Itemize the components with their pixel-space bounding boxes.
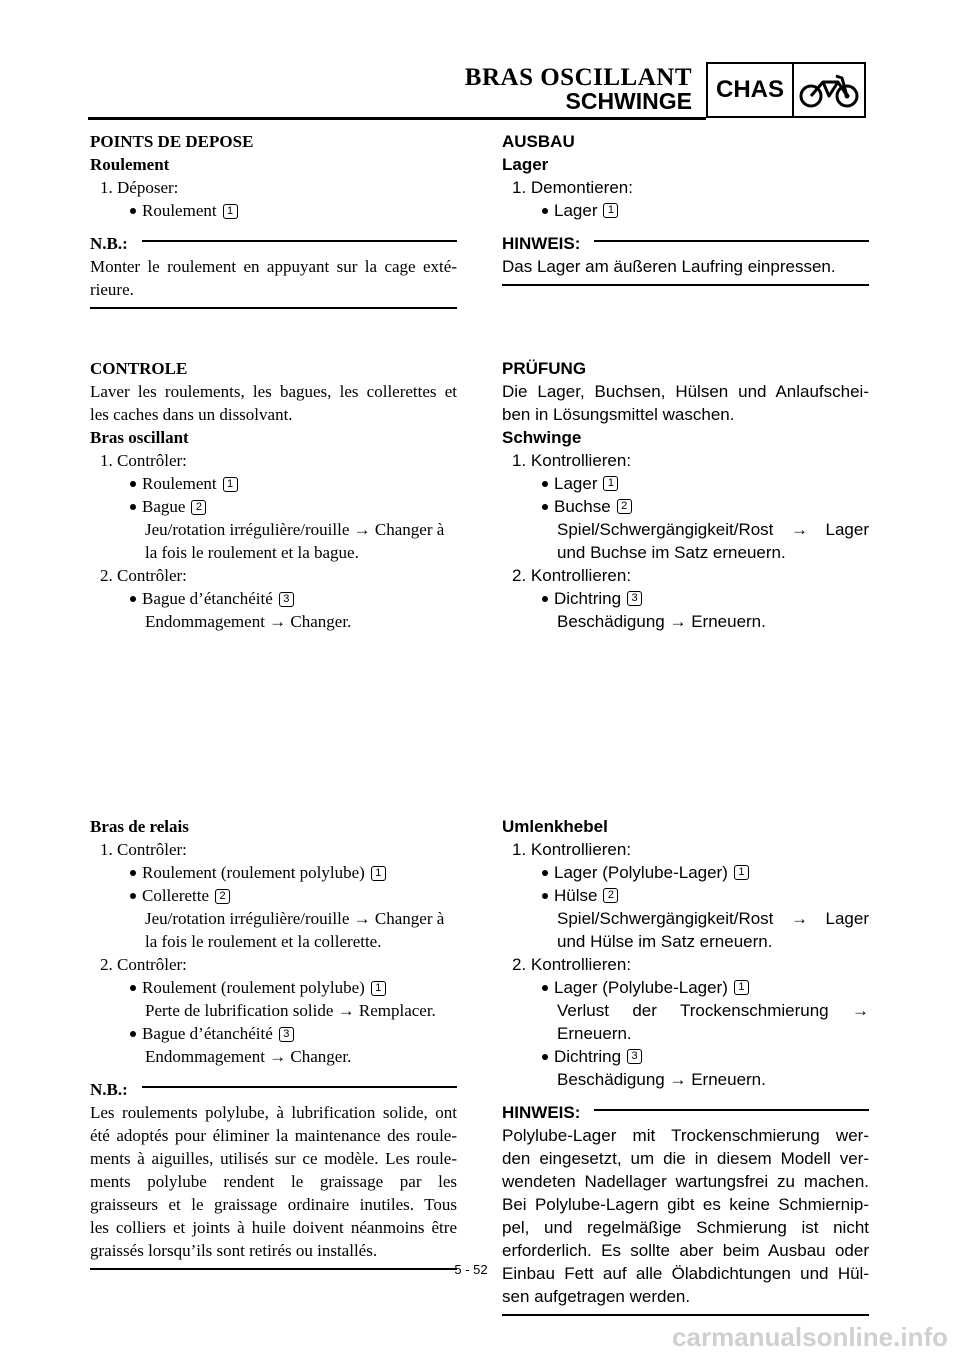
note-rule [142,240,457,242]
note-text: pel, und regelmäßige Schmierung ist nicht [502,1218,869,1237]
bullet-text: Dichtring [554,589,622,608]
bullet-text: Bague d’étanchéité [142,1024,273,1043]
bullet-text: Lager (Polylube-Lager) [554,863,728,882]
note-rule [594,1109,869,1111]
note-text: ments polylube rendent le graissage par les [90,1172,457,1191]
de-section-check [502,357,869,633]
bullet-text: Roulement (roulement polylube) [142,863,365,882]
note-end-rule [502,1314,869,1316]
bullet-text: Buchse [554,497,611,516]
note-text: den eingesetzt, um die in diesem Modell ver- [502,1149,869,1168]
paragraph-text: Laver les roulements, les bagues, les collerettes et [90,382,457,401]
callout-number: 3 [279,592,294,607]
note-text: Bei Polylube-Lagern gibt es keine Schmiernip- [502,1195,869,1214]
step: 2. Contrôler: [100,566,187,585]
note-text: wendeten Nadellager wartungsfrei zu machen. [502,1172,869,1191]
bullet-icon [542,893,548,899]
step: 2. Kontrollieren: [512,955,632,974]
bullet-detail: la fois le roulement et la collerette. [145,932,382,951]
section-title: CONTROLE [90,359,188,378]
callout-number: 3 [627,591,642,606]
subsection-title: Roulement [90,155,170,174]
bullet-item [502,472,869,495]
paragraph-text: ben in Lösungsmittel waschen. [502,405,735,424]
note-text: rieure. [90,280,134,299]
note-end-rule [502,284,869,286]
bullet-icon [542,1054,548,1060]
bullet-icon [130,985,136,991]
bullet-detail: la fois le roulement et la bague. [145,543,359,562]
bullet-detail: und Hülse im Satz erneuern. [557,932,773,951]
bullet-detail: Spiel/Schwergängigkeit/Rost → Lager [557,520,869,539]
bullet-item [502,861,869,884]
bullet-text: Collerette [142,886,210,905]
bullet-detail: Jeu/rotation irrégulière/rouille → Changer à [145,520,445,539]
bullet-item [502,1045,869,1068]
note-text: les colliers et joints à huile doivent néanmoins être [90,1218,457,1237]
de-section-removal [502,130,869,286]
callout-number: 1 [734,980,749,995]
step: 1. Kontrollieren: [512,840,632,859]
subsection-title: Umlenkhebel [502,817,608,836]
bullet-icon [130,481,136,487]
bullet-detail: Beschädigung → Erneuern. [557,612,766,631]
bullet-icon [542,481,548,487]
step: 1. Contrôler: [100,451,187,470]
bullet-icon [130,504,136,510]
note-text: Das Lager am äußeren Laufring einpressen. [502,257,836,276]
callout-number: 1 [223,477,238,492]
bullet-detail: Verlust der Trockenschmierung → [557,1001,869,1020]
paragraph-text: Die Lager, Buchsen, Hülsen und Anlaufschei- [502,382,869,401]
header-title-fr: BRAS OSCILLANT [464,64,692,91]
bullet-text: Roulement [142,201,217,220]
note-header [90,1078,457,1101]
bullet-icon [542,208,548,214]
bullet-text: Lager [554,201,598,220]
bullet-icon [130,1031,136,1037]
note-text: graissés lorsqu’ils sont retirés ou installés. [90,1241,378,1260]
bullet-item [90,884,457,907]
bullet-detail: Jeu/rotation irrégulière/rouille → Changer à [145,909,445,928]
bullet-item [90,472,457,495]
step: 2. Kontrollieren: [512,566,632,585]
section-title: PRÜFUNG [502,359,587,378]
bullet-text: Lager (Polylube-Lager) [554,978,728,997]
bullet-icon [130,596,136,602]
note-text: sen aufgetragen werden. [502,1287,691,1306]
callout-number: 2 [191,500,206,515]
callout-number: 2 [617,499,632,514]
bullet-icon [130,870,136,876]
note-header [502,232,869,255]
step: 1. Demontieren: [512,178,633,197]
bullet-icon [130,893,136,899]
subsection-title: Schwinge [502,428,582,447]
bullet-item [90,861,457,884]
note-label: N.B.: [90,1079,128,1099]
bullet-icon [542,870,548,876]
note-text: graisseurs et le graissage ordinaire inutiles. Tous [90,1195,457,1214]
bullet-icon [542,596,548,602]
callout-number: 1 [603,476,618,491]
note-text: erforderlich. Es sollte aber beim Ausbau oder [502,1241,869,1260]
de-section-relay-arm [502,815,869,1316]
callout-number: 1 [371,866,386,881]
fr-section-relay-arm [90,815,457,1270]
callout-number: 1 [371,981,386,996]
note-rule [594,240,869,242]
bullet-item [90,199,457,222]
note-text: Einbau Fett auf alle Ölabdichtungen und Hül- [502,1264,869,1283]
note-text: Les roulements polylube, à lubrification solide, ont [90,1103,457,1122]
motorcycle-icon [794,64,864,116]
step: 1. Kontrollieren: [512,451,632,470]
callout-number: 3 [279,1027,294,1042]
watermark: carmanualsonline.info [672,1322,948,1352]
callout-number: 1 [603,203,618,218]
bullet-text: Bague d’étanchéité [142,589,273,608]
bullet-detail: Erneuern. [557,1024,632,1043]
note-header [502,1101,869,1124]
note-text: été adoptés pour éliminer la maintenance des roule- [90,1126,457,1145]
section-title: AUSBAU [502,132,575,151]
bullet-detail: Perte de lubrification solide → Remplacer. [145,1001,436,1020]
bullet-item [502,199,869,222]
bullet-icon [130,208,136,214]
bullet-item [90,976,457,999]
bullet-item [502,587,869,610]
paragraph-text: les caches dans un dissolvant. [90,405,293,424]
header-rule [88,117,706,120]
step: 2. Contrôler: [100,955,187,974]
bullet-detail: Beschädigung → Erneuern. [557,1070,766,1089]
bullet-icon [542,504,548,510]
callout-number: 2 [603,888,618,903]
bullet-detail: und Buchse im Satz erneuern. [557,543,786,562]
fr-section-check [90,357,457,633]
note-rule [142,1086,457,1088]
callout-number: 1 [734,865,749,880]
section-title: POINTS DE DEPOSE [90,132,254,151]
bullet-text: Dichtring [554,1047,622,1066]
bullet-text: Roulement [142,474,217,493]
bullet-item [502,976,869,999]
note-end-rule [90,307,457,309]
chapter-badge-label: CHAS [708,64,794,116]
bullet-item [90,1022,457,1045]
note-label: N.B.: [90,233,128,253]
callout-number: 1 [223,204,238,219]
bullet-detail: Endommagement → Changer. [145,1047,352,1066]
note-text: Monter le roulement en appuyant sur la cage exté- [90,257,457,276]
subsection-title: Bras oscillant [90,428,189,447]
bullet-item [502,495,869,518]
note-end-rule [90,1268,457,1270]
bullet-text: Hülse [554,886,598,905]
subsection-title: Bras de relais [90,817,189,836]
bullet-item [502,884,869,907]
bullet-item [90,587,457,610]
bullet-detail: Endommagement → Changer. [145,612,352,631]
bullet-text: Bague [142,497,186,516]
callout-number: 3 [627,1049,642,1064]
note-label: HINWEIS: [502,233,581,253]
bullet-icon [542,985,548,991]
subsection-title: Lager [502,155,549,174]
bullet-text: Roulement (roulement polylube) [142,978,365,997]
step: 1. Contrôler: [100,840,187,859]
note-text: Polylube-Lager mit Trockenschmierung wer- [502,1126,869,1145]
bullet-text: Lager [554,474,598,493]
note-text: ments à aiguilles, utilisés sur ce modèle. Les roule- [90,1149,457,1168]
note-header [90,232,457,255]
header-title-de: SCHWINGE [565,88,692,114]
bullet-detail: Spiel/Schwergängigkeit/Rost → Lager [557,909,869,928]
fr-section-removal [90,130,457,309]
page-number: 5 - 52 [454,1262,488,1277]
step: 1. Déposer: [100,178,179,197]
bullet-item [90,495,457,518]
callout-number: 2 [215,889,230,904]
chapter-badge [706,62,866,118]
note-label: HINWEIS: [502,1102,581,1122]
